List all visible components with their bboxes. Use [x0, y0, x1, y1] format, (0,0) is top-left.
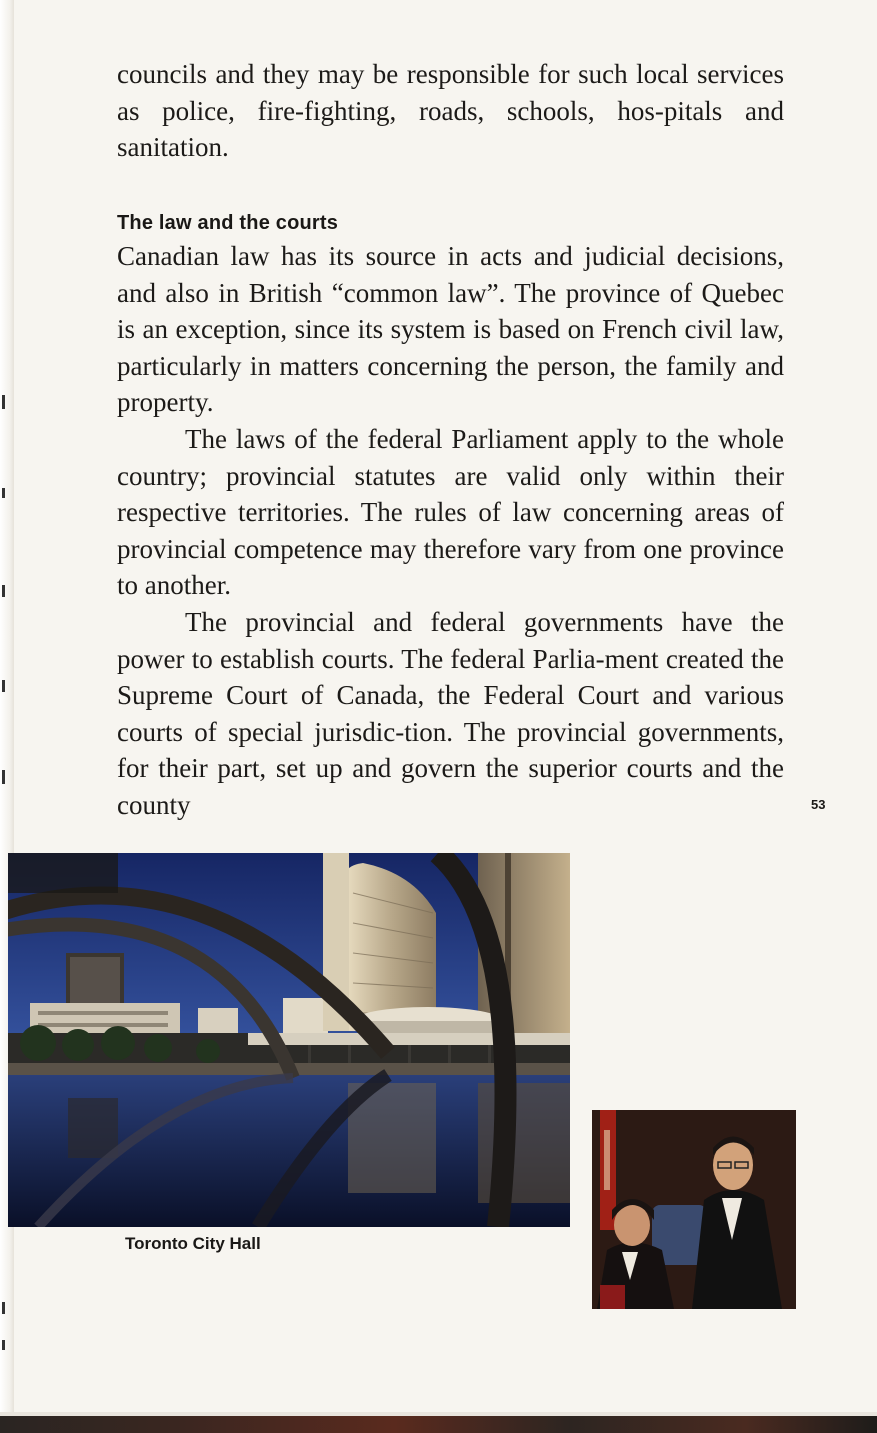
- section-body: [117, 238, 784, 824]
- judges-photo: [592, 1110, 796, 1309]
- binding-mark: [2, 395, 5, 409]
- toronto-city-hall-photo: [8, 853, 570, 1227]
- binding-mark: [2, 1340, 5, 1350]
- paragraph-3: The provincial and federal governments have the power to establish courts. The federal Parlia-ment created the Supreme Court of Canada, the Federal Court and various courts of special jurisdic-tion. The provincial governments, for their part, set up and govern the superior courts and the county: [117, 606, 784, 820]
- binding-mark: [2, 1302, 5, 1314]
- photo-caption: Toronto City Hall: [125, 1234, 261, 1253]
- binding-mark: [2, 680, 5, 692]
- binding-mark: [2, 770, 5, 784]
- binding-mark: [2, 488, 5, 498]
- binding-mark: [2, 585, 5, 597]
- city-hall-illustration: [8, 853, 570, 1227]
- paragraph-2: The laws of the federal Parliament apply to the whole country; provincial statutes are valid only within their respective territories. The rules of law concerning areas of provincial competence may therefore vary from one province to another.: [117, 423, 784, 601]
- paragraph-1: Canadian law has its source in acts and judicial decisions, and also in British “common law”. The province of Quebec is an exception, since its system is based on French civil law, particularly in matters concerning the person, the family and property.: [117, 241, 784, 418]
- judges-illustration: [592, 1110, 796, 1309]
- continued-paragraph: [117, 56, 784, 166]
- section-heading: The law and the courts: [117, 212, 339, 234]
- page-number: 53: [811, 797, 826, 812]
- paragraph-text: councils and they may be responsible for such local services as police, fire-fighting, roads, schools, hos-pitals and sanitation.: [117, 59, 784, 163]
- next-page-strip: [0, 1416, 877, 1433]
